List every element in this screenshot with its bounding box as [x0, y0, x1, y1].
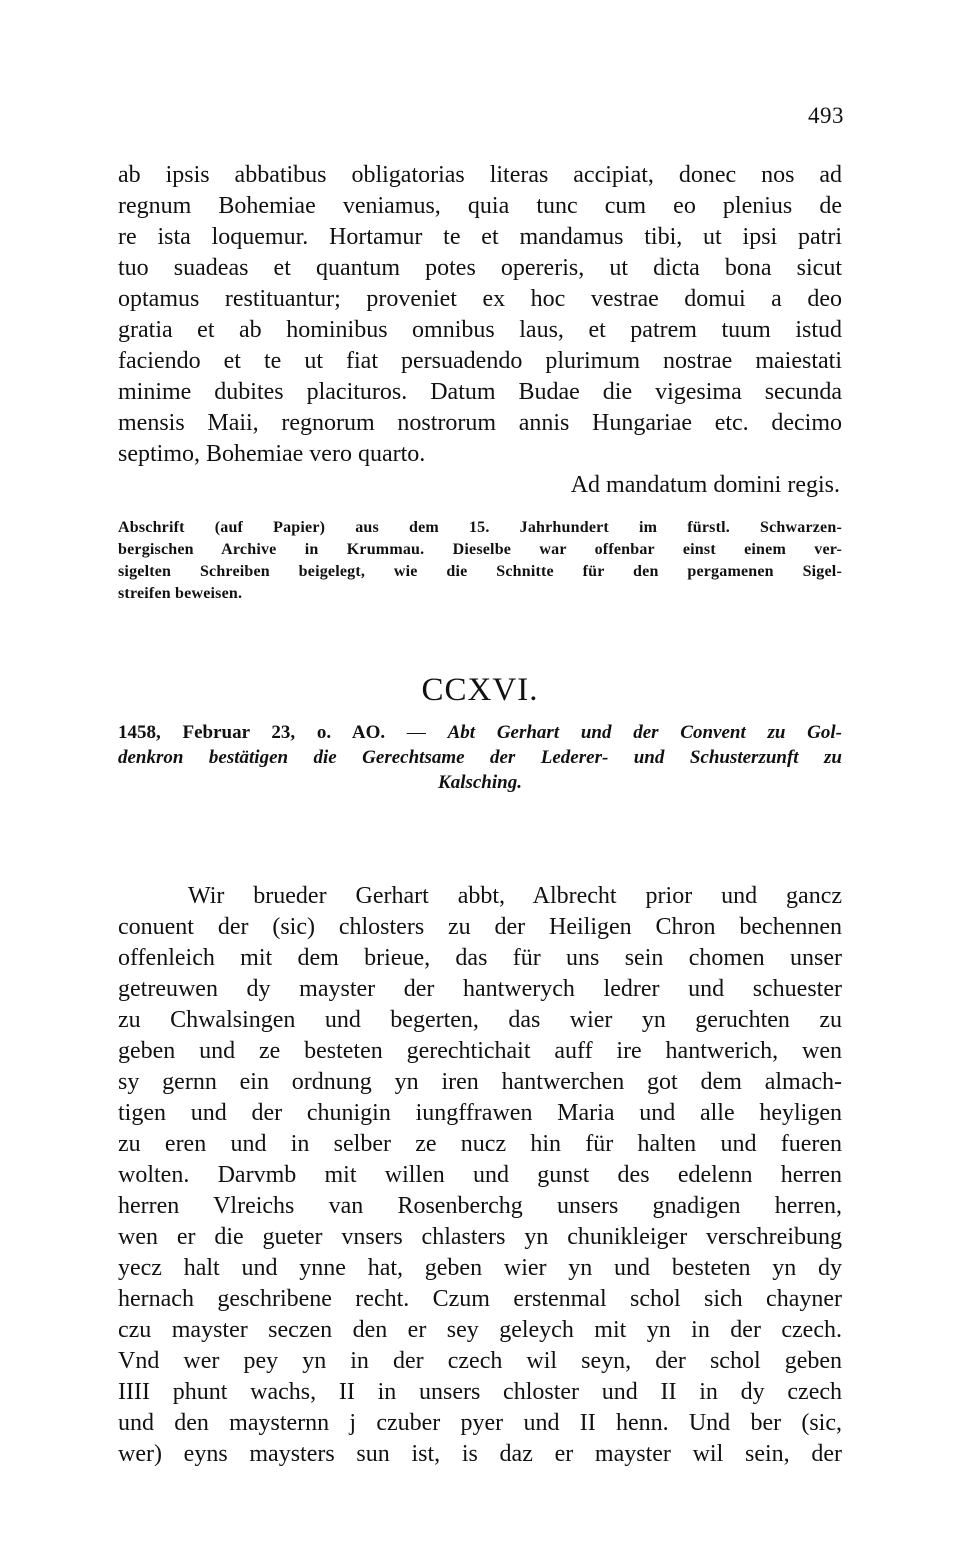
- text-line: tigen und der chunigin iungffrawen Maria und alle heyligen: [118, 1100, 842, 1126]
- footnote-line: Abschrift (auf Papier) aus dem 15. Jahrhundert im fürstl. Schwarzen-: [118, 519, 842, 536]
- text-line: ab ipsis abbatibus obligatorias literas accipiat, donec nos ad: [118, 162, 842, 188]
- text-line: Wir brueder Gerhart abbt, Albrecht prior und gancz: [188, 883, 842, 909]
- text-line: regnum Bohemiae veniamus, quia tunc cum eo plenius de: [118, 193, 842, 219]
- text-line: herren Vlreichs van Rosenberchg unsers gnadigen herren,: [118, 1193, 842, 1219]
- document-title-part: Abt Gerhart und der Convent zu Gol-: [447, 722, 843, 743]
- text-line: minime dubites placituros. Datum Budae die vigesima secunda: [118, 379, 842, 405]
- text-line: und den maysternn j czuber pyer und II henn. Und ber (sic,: [118, 1410, 842, 1436]
- text-line: getreuwen dy mayster der hantwerych ledrer und schuester: [118, 976, 842, 1002]
- signature-line: Ad mandatum domini regis.: [570, 472, 840, 498]
- text-line: optamus restituantur; proveniet ex hoc vestrae domui a deo: [118, 286, 842, 312]
- text-line: zu Chwalsingen und begerten, das wier yn geruchten zu: [118, 1007, 842, 1033]
- text-line: zu eren und in selber ze nucz hin für halten und fueren: [118, 1131, 842, 1157]
- text-line: sy gernn ein ordnung yn iren hantwerchen got dem almach-: [118, 1069, 842, 1095]
- text-line: geben und ze besteten gerechtichait auff ire hantwerich, wen: [118, 1038, 842, 1064]
- letter-body: [118, 160, 842, 501]
- heading-line-1: [118, 720, 842, 745]
- text-line: re ista loquemur. Hortamur te et mandamus tibi, ut ipsi patri: [118, 224, 842, 250]
- footnote-line: streifen beweisen.: [118, 585, 243, 602]
- text-line: hernach geschribene recht. Czum erstenmal schol sich chayner: [118, 1286, 842, 1312]
- source-footnote: [118, 517, 842, 605]
- text-line: offenleich mit dem brieue, das für uns sein chomen unser: [118, 945, 842, 971]
- document-title-part: Kalsching.: [438, 772, 522, 793]
- text-line: faciendo et te ut fiat persuadendo plurimum nostrae maiestati: [118, 348, 842, 374]
- document-title-part: denkron bestätigen die Gerechtsame der Lederer- und Schusterzunft zu: [118, 747, 842, 768]
- text-line: wer) eyns maysters sun ist, is daz er mayster wil sein, der: [118, 1441, 842, 1467]
- heading-dash: —: [406, 722, 426, 743]
- page-number: 493: [808, 103, 844, 128]
- text-line: conuent der (sic) chlosters zu der Heiligen Chron bechennen: [118, 914, 842, 940]
- text-line: yecz halt und ynne hat, geben wier yn und besteten yn dy: [118, 1255, 842, 1281]
- charter-body: [118, 881, 842, 1470]
- text-line: gratia et ab hominibus omnibus laus, et patrem tuum istud: [118, 317, 842, 343]
- footnote-line: sigelten Schreiben beigelegt, wie die Schnitte für den pergamenen Sigel-: [118, 563, 842, 580]
- document-number: CCXVI.: [421, 672, 539, 708]
- document-date: 1458, Februar 23, o. AO.: [118, 722, 386, 743]
- footnote-line: bergischen Archive in Krummau. Dieselbe war offenbar einst einem ver-: [118, 541, 842, 558]
- text-line: septimo, Bohemiae vero quarto.: [118, 441, 426, 467]
- text-line: czu mayster seczen den er sey geleych mit yn in der czech.: [118, 1317, 842, 1343]
- text-line: tuo suadeas et quantum potes opereris, ut dicta bona sicut: [118, 255, 842, 281]
- text-line: IIII phunt wachs, II in unsers chloster und II in dy czech: [118, 1379, 842, 1405]
- text-line: Vnd wer pey yn in der czech wil seyn, der schol geben: [118, 1348, 842, 1374]
- text-line: wen er die gueter vnsers chlasters yn chunikleiger verschreibung: [118, 1224, 842, 1250]
- text-line: mensis Maii, regnorum nostrorum annis Hungariae etc. decimo: [118, 410, 842, 436]
- document-heading: [118, 720, 842, 795]
- text-line: wolten. Darvmb mit willen und gunst des edelenn herren: [118, 1162, 842, 1188]
